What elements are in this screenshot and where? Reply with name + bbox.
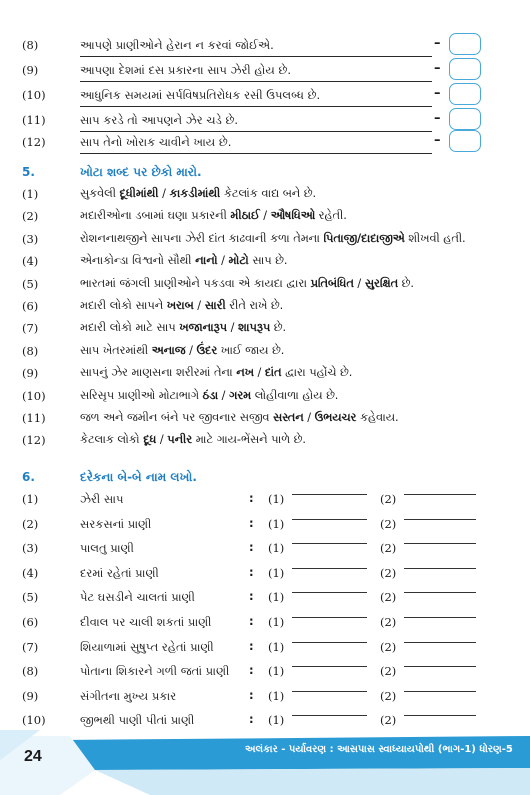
item-label: શિયાળામાં સુષુપ્ત રહેતાં પ્રાણી — [80, 639, 214, 654]
dash-mark: – — [434, 61, 441, 76]
answer-box[interactable] — [449, 83, 481, 105]
colon: : — [249, 491, 254, 505]
blank-two-label: (2) — [380, 541, 397, 556]
answer-blank-two[interactable] — [404, 543, 476, 544]
option-two[interactable]: દાંત — [264, 366, 282, 380]
answer-box[interactable] — [449, 33, 481, 55]
option-two[interactable]: ઉંદર — [196, 343, 218, 357]
item-label: જીભથી પાણી પીતાં પ્રાણી — [80, 713, 195, 728]
statement-text: આપણા દેશમાં દસ પ્રકારના સાપ ઝેરી હોય છે. — [80, 63, 292, 77]
option-one[interactable]: ઠંડા — [202, 388, 219, 402]
item-label: ઝેરી સાપ — [80, 492, 124, 506]
footer-banner-graphic — [0, 730, 530, 795]
option-two[interactable]: મોટો — [228, 254, 249, 268]
strike-item — [0, 251, 530, 273]
answer-blank-two[interactable] — [404, 715, 476, 716]
sentence-text: મદારીઓના ડબામાં ઘણા પ્રકારની મીઠાઈ / ઔષધિઓ રહેતી. — [80, 209, 347, 223]
option-two[interactable]: ગરમ — [229, 388, 252, 402]
strike-item — [0, 296, 530, 318]
sentence-text: સાપ ખેતરમાંથી અનાજ / ઉંદર ખાઈ જાય છે. — [80, 343, 285, 357]
colon: : — [249, 663, 254, 678]
section-6-title: દરેકના બે-બે નામ લખો. — [80, 470, 197, 484]
answer-blank-one[interactable] — [292, 543, 367, 544]
item-number: (9) — [22, 688, 39, 703]
blank-two-label: (2) — [380, 615, 397, 629]
statement-text: સાપ તેનો ખોરાક ચાવીને ખાય છે. — [80, 135, 232, 149]
option-one[interactable]: મીઠાઈ — [230, 209, 260, 223]
answer-blank-one[interactable] — [292, 691, 367, 692]
item-label: દરમાં રહેતાં પ્રાણી — [80, 565, 159, 580]
blank-two-label: (2) — [380, 664, 397, 679]
item-label: પાલતુ પ્રાણી — [80, 541, 134, 556]
item-number: (12) — [22, 135, 46, 149]
item-number: (8) — [22, 664, 39, 679]
section-5-number: 5. — [22, 165, 35, 179]
strike-item — [0, 386, 530, 408]
blank-one-label: (1) — [268, 639, 285, 654]
statement-text: સાપ કરડે તો આપણને ઝેર ચડે છે. — [80, 113, 239, 127]
page-number: 24 — [24, 748, 42, 765]
answer-underline — [80, 81, 432, 82]
item-number: (10) — [22, 88, 46, 102]
option-one[interactable]: ખજાનારૂપ — [179, 321, 228, 335]
blank-one-label: (1) — [268, 541, 285, 556]
answer-blank-two[interactable] — [404, 519, 476, 520]
strike-item — [0, 363, 530, 385]
blank-two-label: (2) — [380, 639, 397, 654]
name-item — [0, 636, 530, 658]
blank-one-label: (1) — [268, 492, 285, 506]
answer-blank-two[interactable] — [404, 617, 476, 618]
item-label: સરકસનાં પ્રાણી — [80, 516, 152, 531]
sentence-text: કેટલાક લોકો દૂધ / પનીર માટે ગાય-ભેંસને પાળે છે. — [80, 433, 306, 447]
sentence-text: મદારી લોકો માટે સાપ ખજાનારૂપ / શાપરૂપ છે. — [80, 321, 287, 335]
strike-item — [0, 206, 530, 228]
item-number: (11) — [22, 411, 46, 425]
answer-blank-one[interactable] — [292, 617, 367, 618]
item-number: (3) — [22, 541, 39, 556]
true-false-item — [0, 59, 530, 83]
answer-underline — [80, 106, 432, 107]
blank-one-label: (1) — [268, 713, 285, 728]
item-number: (8) — [22, 343, 39, 358]
option-two[interactable]: કાકડીમાંથી — [169, 187, 221, 200]
blank-two-label: (2) — [380, 713, 397, 728]
answer-underline — [80, 153, 432, 154]
name-item — [0, 513, 530, 535]
answer-blank-two[interactable] — [404, 592, 476, 593]
colon: : — [249, 687, 254, 702]
answer-blank-two[interactable] — [404, 691, 476, 692]
item-number: (2) — [22, 516, 39, 531]
blank-one-label: (1) — [268, 615, 285, 629]
item-number: (6) — [22, 299, 39, 313]
sentence-text: સાપનું ઝેર માણસના શરીરમાં તેના નખ / દાંત દ્વારા પહોંચે છે. — [80, 366, 353, 380]
strike-item — [0, 318, 530, 340]
option-two[interactable]: શાપરૂપ — [238, 321, 271, 335]
true-false-item — [0, 109, 530, 133]
item-label: સંગીતના મુખ્ય પ્રકાર — [80, 688, 177, 703]
item-number: (12) — [22, 433, 46, 448]
option-two[interactable]: ઉભયચર — [314, 411, 357, 424]
sentence-text: જળ અને જમીન બંને પર જીવનાર સજીવ સસ્તન / ઉભયચર કહેવાય. — [80, 411, 399, 424]
item-label: પેટ ઘસડીને ચાલતાં પ્રાણી — [80, 590, 195, 605]
colon: : — [249, 638, 254, 653]
item-number: (1) — [22, 187, 39, 201]
item-number: (11) — [22, 113, 46, 127]
item-number: (4) — [22, 254, 39, 269]
true-false-item — [0, 131, 530, 155]
blank-one-label: (1) — [268, 688, 285, 703]
name-item — [0, 709, 530, 731]
section-5-title: ખોટા શબ્દ પર છેકો મારો. — [80, 165, 202, 179]
item-number: (8) — [22, 38, 39, 52]
item-number: (7) — [22, 321, 39, 336]
item-number: (2) — [22, 209, 39, 224]
option-two[interactable]: પનીર — [167, 433, 193, 447]
dash-mark: – — [434, 133, 441, 148]
sentence-text: ભારતમાં જંગલી પ્રાણીઓને પકડવા એ કાયદા દ્વારા પ્રતિબંધિત / સુરક્ષિત છે. — [80, 276, 415, 290]
answer-box[interactable] — [449, 58, 481, 80]
option-one[interactable]: નાનો — [195, 254, 218, 268]
name-item — [0, 537, 530, 559]
answer-blank-two[interactable] — [404, 642, 476, 643]
true-false-item — [0, 84, 530, 108]
colon: : — [249, 614, 254, 628]
item-number: (5) — [22, 590, 39, 605]
blank-one-label: (1) — [268, 664, 285, 679]
colon: : — [249, 564, 254, 579]
strike-item — [0, 229, 530, 251]
page-footer — [0, 730, 530, 795]
name-item — [0, 611, 530, 633]
name-item — [0, 660, 530, 682]
sentence-text: મદારી લોકો સાપને ખરાબ / સારી રીતે રાખે છે. — [80, 299, 284, 312]
item-number: (1) — [22, 492, 39, 506]
name-item — [0, 685, 530, 707]
sentence-text: એનાકોન્ડા વિશ્વનો સૌથી નાનો / મોટો સાપ છે. — [80, 254, 288, 268]
blank-two-label: (2) — [380, 590, 397, 605]
item-number: (7) — [22, 639, 39, 654]
item-number: (10) — [22, 713, 46, 728]
blank-one-label: (1) — [268, 590, 285, 605]
option-one[interactable]: અનાજ — [151, 343, 186, 357]
answer-underline — [80, 56, 432, 57]
true-false-item — [0, 34, 530, 58]
answer-blank-two[interactable] — [404, 494, 476, 495]
sentence-text: સુકવેલી દૂધીમાંથી / કાકડીમાંથી કેટલાંક વાદ્ય બને છે. — [80, 187, 317, 200]
name-item — [0, 488, 530, 510]
item-number: (5) — [22, 276, 39, 291]
dash-mark: – — [434, 86, 441, 101]
answer-blank-one[interactable] — [292, 568, 367, 569]
item-number: (3) — [22, 231, 39, 246]
item-number: (9) — [22, 63, 39, 77]
answer-blank-two[interactable] — [404, 568, 476, 569]
option-two[interactable]: સુરક્ષિત — [364, 276, 399, 290]
colon: : — [249, 540, 254, 555]
item-label: પોતાના શિકારને ગળી જતાં પ્રાણી — [80, 664, 230, 679]
section-6-number: 6. — [22, 470, 35, 484]
option-one[interactable]: દૂધ — [143, 433, 157, 447]
item-number: (10) — [22, 388, 46, 403]
option-one[interactable]: ખરાબ — [166, 299, 194, 312]
option-one[interactable]: પિતાજી/દાદાજીએ — [323, 231, 405, 245]
item-number: (4) — [22, 565, 39, 580]
dash-mark: – — [434, 36, 441, 51]
answer-blank-one[interactable] — [292, 642, 367, 643]
colon: : — [249, 712, 254, 727]
answer-blank-one[interactable] — [292, 666, 367, 667]
colon: : — [249, 515, 254, 530]
answer-box[interactable] — [449, 130, 481, 152]
blank-two-label: (2) — [380, 492, 397, 506]
sentence-text: રોશનનાથજીને સાપના ઝેરી દાંત કાઢવાની કળા તેમના પિતાજી/દાદાજીએ શીખવી હતી. — [80, 231, 466, 245]
answer-blank-one[interactable] — [292, 715, 367, 716]
strike-item — [0, 341, 530, 363]
blank-two-label: (2) — [380, 688, 397, 703]
item-label: દીવાલ પર ચાલી શકતાં પ્રાણી — [80, 615, 212, 629]
item-number: (6) — [22, 615, 39, 629]
colon: : — [249, 589, 254, 604]
sentence-text: સરિસૃપ પ્રાણીઓ મોટાભાગે ઠંડા / ગરમ લોહીવાળા હોય છે. — [80, 388, 339, 402]
blank-two-label: (2) — [380, 565, 397, 580]
option-one[interactable]: દૂધીમાંથી — [119, 187, 159, 200]
blank-two-label: (2) — [380, 516, 397, 531]
name-item — [0, 586, 530, 608]
strike-item — [0, 430, 530, 452]
blank-one-label: (1) — [268, 516, 285, 531]
answer-blank-one[interactable] — [292, 494, 367, 495]
option-two[interactable]: સારી — [204, 299, 226, 312]
blank-one-label: (1) — [268, 565, 285, 580]
statement-text: આપણે પ્રાણીઓને હેરાન ન કરવાં જોઈએ. — [80, 38, 274, 52]
item-number: (9) — [22, 366, 39, 381]
dash-mark: – — [434, 111, 441, 126]
answer-blank-two[interactable] — [404, 666, 476, 667]
answer-blank-one[interactable] — [292, 592, 367, 593]
footer-book-title: અલંકાર - પર્યાવરણ : આસપાસ સ્વાધ્યાયપોથી (ભાગ-1) ધોરણ-5 — [245, 744, 513, 755]
name-item — [0, 562, 530, 584]
statement-text: આધુનિક સમયમાં સર્પવિષપ્રતિરોધક રસી ઉપલબ્ધ છે. — [80, 88, 321, 102]
answer-blank-one[interactable] — [292, 519, 367, 520]
option-one[interactable]: નખ — [236, 366, 254, 380]
option-two[interactable]: ઔષધિઓ — [270, 209, 316, 223]
option-one[interactable]: સસ્તન — [273, 411, 304, 424]
answer-box[interactable] — [449, 108, 481, 130]
strike-item — [0, 274, 530, 296]
strike-item — [0, 408, 530, 430]
strike-item — [0, 184, 530, 206]
option-one[interactable]: પ્રતિબંધિત — [310, 276, 354, 290]
